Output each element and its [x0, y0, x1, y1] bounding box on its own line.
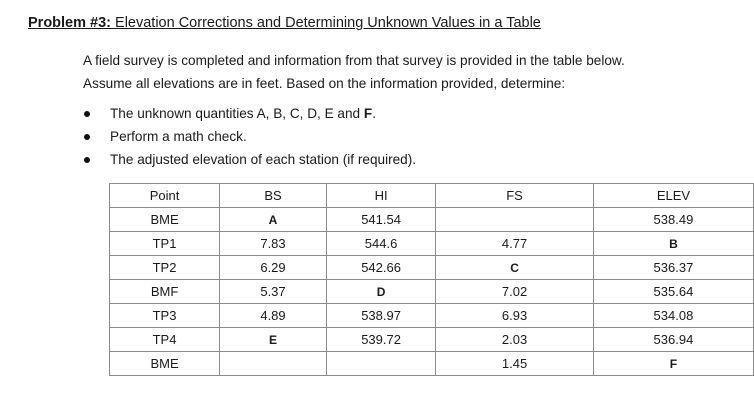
cell-fs: 1.45 [436, 352, 594, 376]
table-row [110, 328, 754, 352]
cell-point: TP1 [110, 232, 220, 256]
cell-fs [436, 208, 594, 232]
header-bs: BS [220, 184, 327, 208]
cell-bs: 4.89 [220, 304, 327, 328]
task-item-adjusted-elevation [84, 148, 416, 171]
bullet-icon [84, 157, 90, 163]
task-text: The adjusted elevation of each station (if required). [110, 152, 417, 167]
cell-elev: 538.49 [593, 208, 753, 232]
cell-bs: A [220, 208, 327, 232]
cell-elev: 536.94 [593, 328, 753, 352]
cell-hi: 538.97 [326, 304, 435, 328]
cell-point: BMF [110, 280, 220, 304]
problem-title [28, 15, 541, 31]
cell-point: TP3 [110, 304, 220, 328]
cell-fs: 2.03 [436, 328, 594, 352]
intro-line-2: Assume all elevations are in feet. Based on the information provided, determine: [83, 76, 566, 91]
cell-elev: 536.37 [593, 256, 753, 280]
cell-hi: 539.72 [326, 328, 435, 352]
task-tail: . [372, 106, 376, 121]
cell-point: BME [110, 208, 220, 232]
survey-table [109, 183, 754, 376]
cell-hi: 544.6 [326, 232, 435, 256]
cell-fs: 7.02 [436, 280, 594, 304]
problem-heading: Elevation Corrections and Determining Unknown Values in a Table [115, 15, 541, 31]
cell-hi: 541.54 [326, 208, 435, 232]
intro-line-1: A field survey is completed and information from that survey is provided in the table below. [83, 53, 625, 68]
cell-point: BME [110, 352, 220, 376]
problem-label: Problem #3: [28, 15, 111, 31]
bullet-icon [84, 134, 90, 140]
table-row [110, 256, 754, 280]
cell-hi: D [326, 280, 435, 304]
cell-bs: 5.37 [220, 280, 327, 304]
task-item-unknowns [84, 102, 416, 125]
cell-elev: B [593, 232, 753, 256]
table-row [110, 232, 754, 256]
cell-fs: 6.93 [436, 304, 594, 328]
cell-elev: F [593, 352, 753, 376]
cell-point: TP4 [110, 328, 220, 352]
header-point: Point [110, 184, 220, 208]
intro-paragraph [83, 49, 743, 95]
cell-hi [326, 352, 435, 376]
cell-elev: 535.64 [593, 280, 753, 304]
table-row [110, 280, 754, 304]
cell-hi: 542.66 [326, 256, 435, 280]
cell-bs: 7.83 [220, 232, 327, 256]
table-header-row [110, 184, 754, 208]
cell-point: TP2 [110, 256, 220, 280]
cell-bs [220, 352, 327, 376]
cell-elev: 534.08 [593, 304, 753, 328]
table-row [110, 304, 754, 328]
task-text: Perform a math check. [110, 129, 247, 144]
table-row [110, 352, 754, 376]
bullet-icon [84, 111, 90, 117]
task-list [84, 102, 416, 171]
cell-fs: 4.77 [436, 232, 594, 256]
header-fs: FS [436, 184, 594, 208]
cell-bs: 6.29 [220, 256, 327, 280]
task-text: The unknown quantities A, B, C, D, E and [110, 106, 364, 121]
task-item-math-check [84, 125, 416, 148]
task-bold-text: F [363, 106, 373, 121]
header-hi: HI [326, 184, 435, 208]
cell-bs: E [220, 328, 327, 352]
table-row [110, 208, 754, 232]
header-elev: ELEV [593, 184, 753, 208]
cell-fs: C [436, 256, 594, 280]
